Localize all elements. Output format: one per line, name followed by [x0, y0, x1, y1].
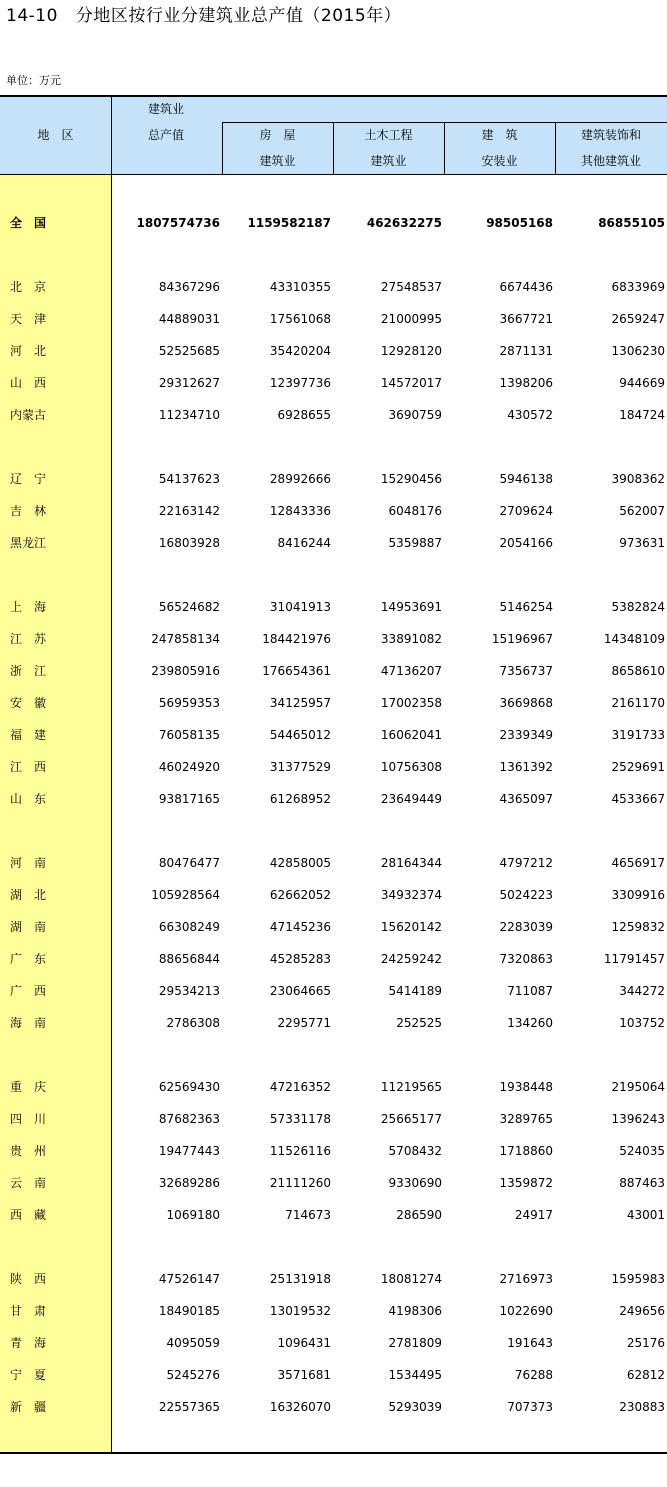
- table-row: [0, 1204, 667, 1226]
- value-cell: 22557365: [158, 1400, 220, 1414]
- value-cell: 87682363: [158, 1112, 220, 1126]
- region-column-background: [0, 175, 111, 1452]
- value-cell: 3667721: [499, 312, 553, 326]
- value-cell: 1396243: [611, 1112, 665, 1126]
- table-row: [0, 276, 667, 298]
- value-cell: 54465012: [269, 728, 331, 742]
- value-cell: 19477443: [158, 1144, 220, 1158]
- table-row: [0, 1332, 667, 1354]
- value-cell: 2659247: [611, 312, 665, 326]
- value-cell: 16062041: [380, 728, 442, 742]
- region-name: 陕 西: [10, 1272, 47, 1286]
- region-name: 安 徽: [10, 696, 47, 710]
- value-cell: 61268952: [269, 792, 331, 806]
- value-cell: 12397736: [269, 376, 331, 390]
- value-cell: 10756308: [380, 760, 442, 774]
- table-row: [0, 788, 667, 810]
- unit-label: 单位：万元: [6, 74, 61, 87]
- table-row: [0, 884, 667, 906]
- value-cell: 18490185: [158, 1304, 220, 1318]
- header-install-line1: 建 筑: [481, 128, 518, 142]
- value-cell: 430572: [507, 408, 553, 422]
- table-row: [0, 1268, 667, 1290]
- header-house-line2: 建筑业: [259, 154, 296, 168]
- value-cell: 11526116: [269, 1144, 331, 1158]
- value-cell: 28992666: [269, 472, 331, 486]
- table-row: [0, 724, 667, 746]
- value-cell: 32689286: [158, 1176, 220, 1190]
- value-cell: 80476477: [158, 856, 220, 870]
- region-name: 重 庆: [10, 1080, 47, 1094]
- value-cell: 5359887: [388, 536, 442, 550]
- region-name: 宁 夏: [10, 1368, 47, 1382]
- table-row: [0, 404, 667, 426]
- value-cell: 103752: [619, 1016, 665, 1030]
- value-cell: 1022690: [499, 1304, 553, 1318]
- value-cell: 176654361: [262, 664, 331, 678]
- value-cell: 247858134: [151, 632, 220, 646]
- value-cell: 1595983: [611, 1272, 665, 1286]
- value-cell: 3191733: [611, 728, 665, 742]
- value-cell: 54137623: [158, 472, 220, 486]
- region-name: 内蒙古: [10, 408, 47, 422]
- value-cell: 47216352: [269, 1080, 331, 1094]
- value-cell: 76288: [514, 1368, 553, 1382]
- value-cell: 62569430: [158, 1080, 220, 1094]
- value-cell: 62812: [626, 1368, 665, 1382]
- region-name: 湖 北: [10, 888, 47, 902]
- value-cell: 86855105: [598, 216, 665, 230]
- value-cell: 944669: [619, 376, 665, 390]
- value-cell: 5245276: [166, 1368, 220, 1382]
- header-decor-line1: 建筑装饰和: [580, 128, 641, 142]
- value-cell: 15290456: [380, 472, 442, 486]
- value-cell: 1159582187: [247, 216, 331, 230]
- value-cell: 34125957: [269, 696, 331, 710]
- value-cell: 25131918: [269, 1272, 331, 1286]
- value-cell: 3669868: [499, 696, 553, 710]
- value-cell: 286590: [396, 1208, 442, 1222]
- value-cell: 7356737: [499, 664, 553, 678]
- value-cell: 76058135: [158, 728, 220, 742]
- value-cell: 43310355: [269, 280, 331, 294]
- region-name: 甘 肃: [10, 1304, 47, 1318]
- table-row: [0, 756, 667, 778]
- table-row: [0, 212, 667, 234]
- value-cell: 33891082: [380, 632, 442, 646]
- value-cell: 11791457: [603, 952, 665, 966]
- table-title: 分地区按行业分建筑业总产值（2015年）: [75, 6, 402, 26]
- value-cell: 27548537: [380, 280, 442, 294]
- value-cell: 17002358: [380, 696, 442, 710]
- value-cell: 191643: [507, 1336, 553, 1350]
- table-number: 14-10: [6, 6, 58, 26]
- region-name: 天 津: [10, 312, 47, 326]
- header-total-line2: 总产值: [147, 128, 184, 142]
- value-cell: 1807574736: [136, 216, 220, 230]
- value-cell: 12928120: [380, 344, 442, 358]
- table-row: [0, 500, 667, 522]
- value-cell: 2339349: [499, 728, 553, 742]
- region-name: 湖 南: [10, 920, 47, 934]
- bottom-rule: [0, 1452, 667, 1454]
- value-cell: 21111260: [269, 1176, 331, 1190]
- table-row: [0, 948, 667, 970]
- region-name: 浙 江: [10, 664, 47, 678]
- region-name: 新 疆: [10, 1400, 47, 1414]
- table-row: [0, 596, 667, 618]
- value-cell: 524035: [619, 1144, 665, 1158]
- table-row: [0, 1108, 667, 1130]
- value-cell: 2295771: [277, 1016, 331, 1030]
- value-cell: 3309916: [611, 888, 665, 902]
- value-cell: 5024223: [499, 888, 553, 902]
- value-cell: 88656844: [158, 952, 220, 966]
- region-name: 西 藏: [10, 1208, 47, 1222]
- value-cell: 184724: [619, 408, 665, 422]
- value-cell: 11234710: [158, 408, 220, 422]
- value-cell: 18081274: [380, 1272, 442, 1286]
- region-name: 黑龙江: [10, 536, 47, 550]
- value-cell: 14348109: [603, 632, 665, 646]
- value-cell: 2871131: [499, 344, 553, 358]
- value-cell: 5414189: [388, 984, 442, 998]
- value-cell: 3908362: [611, 472, 665, 486]
- region-name: 江 苏: [10, 632, 47, 646]
- table-row: [0, 692, 667, 714]
- value-cell: 1359872: [499, 1176, 553, 1190]
- value-cell: 9330690: [388, 1176, 442, 1190]
- header-decor-line2: 其他建筑业: [580, 154, 641, 168]
- value-cell: 6833969: [611, 280, 665, 294]
- value-cell: 3690759: [388, 408, 442, 422]
- value-cell: 2054166: [499, 536, 553, 550]
- value-cell: 29312627: [158, 376, 220, 390]
- value-cell: 711087: [507, 984, 553, 998]
- value-cell: 28164344: [380, 856, 442, 870]
- value-cell: 7320863: [499, 952, 553, 966]
- value-cell: 16326070: [269, 1400, 331, 1414]
- value-cell: 6048176: [388, 504, 442, 518]
- value-cell: 1306230: [611, 344, 665, 358]
- table-row: [0, 372, 667, 394]
- table-row: [0, 1364, 667, 1386]
- region-name: 广 东: [10, 952, 47, 966]
- value-cell: 16803928: [158, 536, 220, 550]
- value-cell: 6928655: [277, 408, 331, 422]
- region-name: 山 西: [10, 376, 47, 390]
- value-cell: 12843336: [269, 504, 331, 518]
- value-cell: 34932374: [380, 888, 442, 902]
- header-civil-line2: 建筑业: [370, 154, 407, 168]
- value-cell: 47526147: [158, 1272, 220, 1286]
- value-cell: 25176: [626, 1336, 665, 1350]
- value-cell: 14953691: [380, 600, 442, 614]
- value-cell: 239805916: [151, 664, 220, 678]
- table-row: [0, 1012, 667, 1034]
- top-rule: [0, 95, 667, 97]
- value-cell: 47145236: [269, 920, 331, 934]
- region-name: 海 南: [10, 1016, 47, 1030]
- value-cell: 35420204: [269, 344, 331, 358]
- value-cell: 230883: [619, 1400, 665, 1414]
- region-name: 福 建: [10, 728, 47, 742]
- value-cell: 2709624: [499, 504, 553, 518]
- value-cell: 29534213: [158, 984, 220, 998]
- value-cell: 184421976: [262, 632, 331, 646]
- value-cell: 2529691: [611, 760, 665, 774]
- value-cell: 2786308: [166, 1016, 220, 1030]
- value-cell: 31041913: [269, 600, 331, 614]
- header-install-line2: 安装业: [481, 154, 518, 168]
- value-cell: 3571681: [277, 1368, 331, 1382]
- value-cell: 3289765: [499, 1112, 553, 1126]
- value-cell: 44889031: [158, 312, 220, 326]
- value-cell: 2195064: [611, 1080, 665, 1094]
- table-row: [0, 308, 667, 330]
- value-cell: 5146254: [499, 600, 553, 614]
- header-total-line1: 建筑业: [147, 102, 184, 116]
- table-row: [0, 916, 667, 938]
- region-name: 四 川: [10, 1112, 47, 1126]
- value-cell: 134260: [507, 1016, 553, 1030]
- table-row: [0, 1396, 667, 1418]
- value-cell: 52525685: [158, 344, 220, 358]
- value-cell: 714673: [285, 1208, 331, 1222]
- region-name: 河 北: [10, 344, 47, 358]
- value-cell: 11219565: [380, 1080, 442, 1094]
- value-cell: 46024920: [158, 760, 220, 774]
- value-cell: 562007: [619, 504, 665, 518]
- table-row: [0, 628, 667, 650]
- value-cell: 45285283: [269, 952, 331, 966]
- value-cell: 887463: [619, 1176, 665, 1190]
- value-cell: 43001: [626, 1208, 665, 1222]
- value-cell: 1259832: [611, 920, 665, 934]
- value-cell: 4656917: [611, 856, 665, 870]
- table-row: [0, 660, 667, 682]
- value-cell: 21000995: [380, 312, 442, 326]
- region-name: 上 海: [10, 600, 47, 614]
- value-cell: 84367296: [158, 280, 220, 294]
- value-cell: 4533667: [611, 792, 665, 806]
- region-name: 云 南: [10, 1176, 47, 1190]
- value-cell: 8416244: [277, 536, 331, 550]
- value-cell: 66308249: [158, 920, 220, 934]
- value-cell: 23649449: [380, 792, 442, 806]
- value-cell: 23064665: [269, 984, 331, 998]
- page-title: [6, 4, 401, 28]
- region-name: 北 京: [10, 280, 47, 294]
- value-cell: 2283039: [499, 920, 553, 934]
- value-cell: 15620142: [380, 920, 442, 934]
- region-name: 江 西: [10, 760, 47, 774]
- region-name: 吉 林: [10, 504, 47, 518]
- value-cell: 2716973: [499, 1272, 553, 1286]
- value-cell: 4095059: [166, 1336, 220, 1350]
- region-name: 贵 州: [10, 1144, 47, 1158]
- value-cell: 1069180: [166, 1208, 220, 1222]
- value-cell: 4365097: [499, 792, 553, 806]
- value-cell: 105928564: [151, 888, 220, 902]
- table-row: [0, 852, 667, 874]
- value-cell: 1938448: [499, 1080, 553, 1094]
- value-cell: 6674436: [499, 280, 553, 294]
- table-row: [0, 980, 667, 1002]
- value-cell: 57331178: [269, 1112, 331, 1126]
- value-cell: 5382824: [611, 600, 665, 614]
- value-cell: 42858005: [269, 856, 331, 870]
- value-cell: 14572017: [380, 376, 442, 390]
- table-row: [0, 1172, 667, 1194]
- table-row: [0, 340, 667, 362]
- value-cell: 2781809: [388, 1336, 442, 1350]
- value-cell: 2161170: [611, 696, 665, 710]
- value-cell: 4797212: [499, 856, 553, 870]
- value-cell: 973631: [619, 536, 665, 550]
- value-cell: 22163142: [158, 504, 220, 518]
- value-cell: 17561068: [269, 312, 331, 326]
- value-cell: 4198306: [388, 1304, 442, 1318]
- value-cell: 707373: [507, 1400, 553, 1414]
- value-cell: 1361392: [499, 760, 553, 774]
- value-cell: 5708432: [388, 1144, 442, 1158]
- value-cell: 31377529: [269, 760, 331, 774]
- region-name: 辽 宁: [10, 472, 47, 486]
- value-cell: 25665177: [380, 1112, 442, 1126]
- value-cell: 462632275: [366, 216, 442, 230]
- table-row: [0, 1300, 667, 1322]
- value-cell: 15196967: [491, 632, 553, 646]
- region-name: 河 南: [10, 856, 47, 870]
- value-cell: 93817165: [158, 792, 220, 806]
- table-row: [0, 532, 667, 554]
- value-cell: 24259242: [380, 952, 442, 966]
- value-cell: 249656: [619, 1304, 665, 1318]
- header-house-line1: 房 屋: [259, 128, 296, 142]
- value-cell: 5293039: [388, 1400, 442, 1414]
- table-row: [0, 468, 667, 490]
- region-name: 青 海: [10, 1336, 47, 1350]
- header-region: 地 区: [37, 128, 74, 142]
- region-name: 广 西: [10, 984, 47, 998]
- value-cell: 252525: [396, 1016, 442, 1030]
- value-cell: 5946138: [499, 472, 553, 486]
- region-name: 山 东: [10, 792, 47, 806]
- value-cell: 1718860: [499, 1144, 553, 1158]
- value-cell: 13019532: [269, 1304, 331, 1318]
- value-cell: 47136207: [380, 664, 442, 678]
- value-cell: 1398206: [499, 376, 553, 390]
- value-cell: 56524682: [158, 600, 220, 614]
- value-cell: 8658610: [611, 664, 665, 678]
- header-civil-line1: 土木工程: [364, 128, 413, 142]
- table-row: [0, 1076, 667, 1098]
- value-cell: 1534495: [388, 1368, 442, 1382]
- value-cell: 344272: [619, 984, 665, 998]
- value-cell: 56959353: [158, 696, 220, 710]
- value-cell: 62662052: [269, 888, 331, 902]
- table-row: [0, 1140, 667, 1162]
- value-cell: 24917: [514, 1208, 553, 1222]
- value-cell: 98505168: [486, 216, 553, 230]
- value-cell: 1096431: [277, 1336, 331, 1350]
- region-name: 全 国: [10, 216, 47, 230]
